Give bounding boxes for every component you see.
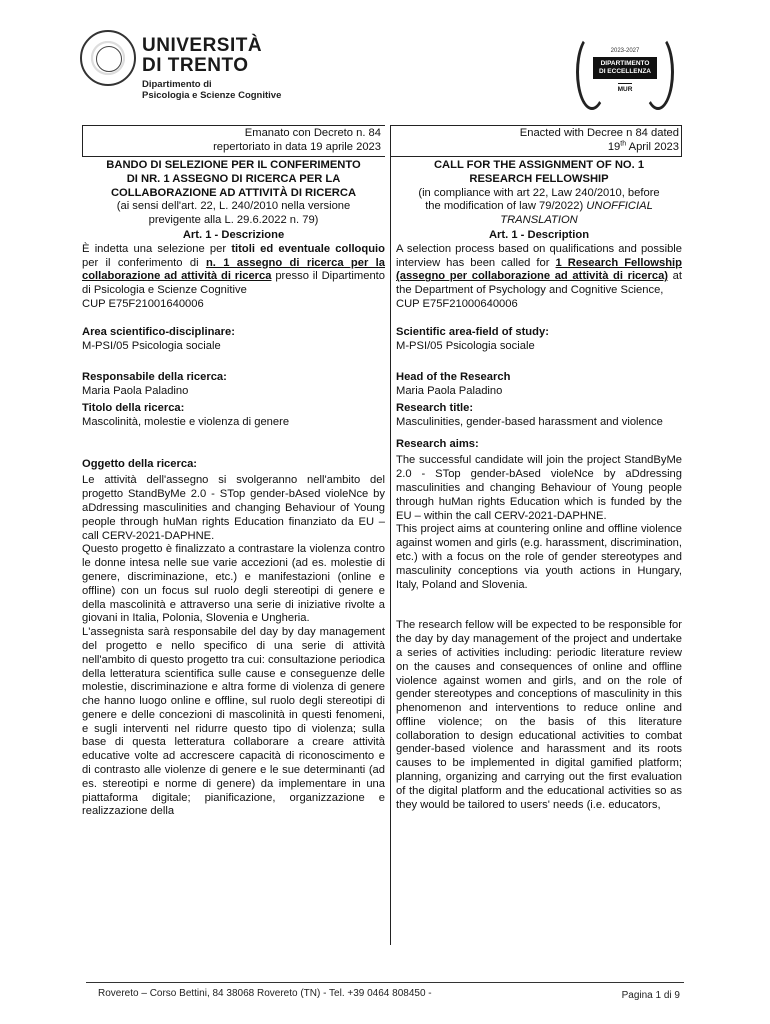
object-paragraph1-it: Le attività dell'assegno si svolgeranno nell'ambito del progetto StandByMe 2.0 - STop gender-bAsed violeNce by aDdressing masculinities and changing Behaviour of Young people through huMan rights Education finanziato da EU – call CERV-2021-DAPHNE. <box>82 474 385 542</box>
article1-text-c-en: at the Department of Psychology and Cognitive Science, <box>396 270 682 297</box>
unofficial-label-en: UNOFFICIAL <box>586 200 653 213</box>
call-subtitle-it <box>82 200 385 228</box>
department-logo-text <box>142 80 281 101</box>
column-divider <box>390 125 391 945</box>
decree-day-en: 19 <box>607 140 621 153</box>
article1-text-c-it: per il conferimento di <box>82 256 206 269</box>
article1-heading-en: Art. 1 - Description <box>488 228 590 241</box>
decree-box-en <box>390 125 682 157</box>
decree-day-suffix-en: th <box>620 140 627 148</box>
laurel-left-icon <box>576 34 608 110</box>
aims-paragraph2-en: This project aims at countering online and offline violence against women and girls (e.g. harassment, discrimination, etc.) with a focus on the role of gender stereotypes and masculinity conceptions via youth actions in Hungary, Italy, Poland and Slovenia. <box>396 523 682 591</box>
responsible-label-it: Responsabile della ricerca: <box>82 371 227 384</box>
footer-address: Rovereto – Corso Bettini, 84 38068 Rovereto (TN) - Tel. +39 0464 808450 - <box>98 988 432 999</box>
decree-line2-it: repertoriato in data 19 aprile 2023 <box>213 140 381 153</box>
laurel-right-icon <box>642 34 674 110</box>
italian-column <box>82 125 385 819</box>
article1-text-e-it: presso il Dipartimento di Psicologia e Scienze Cognitive <box>82 270 385 297</box>
page-number: Pagina 1 di 9 <box>621 990 680 1001</box>
research-title-label-it: Titolo della ricerca: <box>82 401 185 414</box>
head-label-en: Head of the Research <box>396 371 511 384</box>
call-subtitle-line2-it: previgente alla L. 29.6.2022 n. 79) <box>148 214 319 227</box>
call-subtitle-line2-en <box>396 200 682 214</box>
footer-divider <box>86 982 684 983</box>
aims-label-en: Research aims: <box>396 437 479 450</box>
cup-code-it: CUP E75F21001640006 <box>82 297 204 310</box>
department-name-line2: Psicologia e Scienze Cognitive <box>142 89 282 101</box>
decree-line1-it: Emanato con Decreto n. 84 <box>244 127 381 139</box>
excellence-badge <box>570 28 680 112</box>
area-value-it: M-PSI/05 Psicologia sociale <box>82 339 221 352</box>
call-subtitle-line1-en: (in compliance with art 22, Law 240/2010, before <box>418 186 660 199</box>
article1-text-it <box>82 243 385 298</box>
object-paragraph3-it: L'assegnista sarà responsabile del day by day management del progetto e nello specifico di una serie di attività nell'ambito di questo progetto tra cui: consultazione periodica della letteratura scientifica sulle cause e conseguenze delle molestie, discriminazione e altra forme di violenza di genere che hanno luogo online e offline, sul ruolo degli stereotipi di genere e delle concezioni di mascolinità in questi fenomeni, e sugli interventi nel ridurre questo tipo di violenza; sulla base di questa letteratura collaborare a creare attività educative volte ad accrescere capacità di riconoscimento e di contrasto alle violenze di genere e le sue determinanti (ad es. stereotipi e norme di genere) da implementare in una piattaforma digitale; pianificazione, organizzazione e realizzazione della <box>82 626 385 818</box>
badge-title-line1: DIPARTIMENTO <box>600 59 650 67</box>
article1-text-b-it: titoli ed eventuale colloquio <box>231 242 385 255</box>
call-subtitle-line1-it: (ai sensi dell'art. 22, L. 240/2010 nella versione <box>116 200 351 213</box>
research-title-value-en: Masculinities, gender-based harassment and violence <box>396 415 663 428</box>
object-label-it: Oggetto della ricerca: <box>82 457 198 470</box>
area-label-en: Scientific area-field of study: <box>396 325 549 338</box>
call-title-it <box>82 159 385 200</box>
call-subtitle-en <box>396 187 682 228</box>
cup-code-en: CUP E75F21000640006 <box>396 297 518 310</box>
call-subtitle-line2a-en: the modification of law 79/2022) <box>425 200 587 213</box>
aims-paragraph3-en: The research fellow will be expected to be responsible for the day by day management of the project and undertake a series of activities including: periodic literature review on the causes and consequences of online and offline violence against women and girls, and on the role of gender stereotypes and conceptions of masculinity in this phenomenon and interventions to reduce online and offline violence; on the basis of this literature collaboration to design educational activities to combat gender-based violence and harassment and its roots causes to be implemented in digital gamified platform; planning, organizing and carrying out the first evaluation of the digital platform and the educational activities so as they would be tailored to users' needs (i.e. educators, <box>396 619 682 811</box>
object-paragraph2-it: Questo progetto è finalizzato a contrastare la violenza contro le donne intesa nelle sue varie accezioni (ad es. molestie di genere, discriminazione, etc.) e manifestazioni (online e offline) con un focus sul ruolo degli stereotipi di genere e della mascolinità e attraverso una serie di iniziative rivolte a giovani in Italia, Polonia, Slovenia e Ungheria. <box>82 543 385 625</box>
call-title-line1-en: CALL FOR THE ASSIGNMENT OF NO. 1 <box>433 159 645 171</box>
badge-title-line2: DI ECCELLENZA <box>599 67 651 75</box>
area-label-it: Area scientifico-disciplinare: <box>82 325 235 338</box>
call-title-line3-it: COLLABORAZIONE AD ATTIVITÀ DI RICERCA <box>110 186 357 199</box>
decree-month-en: April 2023 <box>626 140 679 153</box>
article1-text-b-en: 1 Research Fellowship (assegno per collaborazione ad attività di ricerca) <box>396 256 683 283</box>
research-title-label-en: Research title: <box>396 401 474 414</box>
responsible-value-it: Maria Paola Paladino <box>82 385 189 398</box>
university-logo-text <box>142 36 262 76</box>
article1-text-a-en: A selection process based on qualifications and possible interview has been called for <box>396 242 682 269</box>
page-header <box>80 22 680 114</box>
english-column <box>396 125 682 812</box>
head-value-en: Maria Paola Paladino <box>396 385 503 398</box>
area-value-en: M-PSI/05 Psicologia sociale <box>396 339 535 352</box>
call-title-line2-en: RESEARCH FELLOWSHIP <box>469 172 609 185</box>
call-title-line1-it: BANDO DI SELEZIONE PER IL CONFERIMENTO <box>106 159 361 171</box>
university-name-line1: UNIVERSITÀ <box>142 35 263 56</box>
decree-box-it <box>82 125 385 157</box>
decree-line1-en: Enacted with Decree n 84 dated <box>519 127 679 139</box>
university-name-line2: DI TRENTO <box>142 55 249 76</box>
badge-mur: MUR <box>618 83 633 93</box>
aims-paragraph1-en: The successful candidate will join the project StandByMe 2.0 - STop gender-bAsed violeNce by aDdressing masculinities and changing Behaviour of Young people through huMan rights Education which is funded by the EU – within the call CERV-2021-DAPHNE. <box>396 454 682 522</box>
translation-label-en: TRANSLATION <box>500 214 578 227</box>
article1-text-d-it: n. 1 assegno di ricerca per la collaborazione ad attività di ricerca <box>82 256 385 283</box>
article1-text-en <box>396 243 682 298</box>
decree-line2-en <box>394 141 679 155</box>
research-title-value-it: Mascolinità, molestie e violenza di genere <box>82 415 290 428</box>
call-title-en <box>396 159 682 187</box>
badge-years: 2023-2027 <box>610 47 640 54</box>
article1-text-a-it: È indetta una selezione per <box>82 242 232 255</box>
department-name-line1: Dipartimento di <box>142 79 212 90</box>
call-title-line2-it: DI NR. 1 ASSEGNO DI RICERCA PER LA <box>126 172 341 185</box>
university-seal-icon <box>80 30 136 86</box>
article1-heading-it: Art. 1 - Descrizione <box>182 228 285 241</box>
